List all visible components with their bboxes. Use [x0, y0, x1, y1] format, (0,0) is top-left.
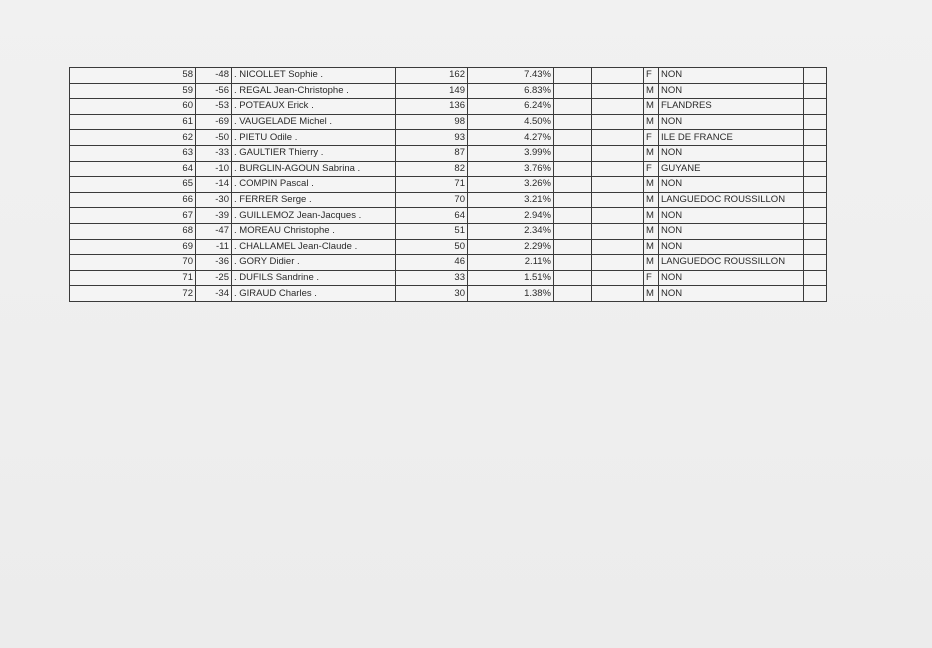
- rank-cell: 60: [70, 99, 196, 115]
- empty-cell-b: [592, 255, 644, 271]
- votes-cell: 70: [396, 192, 468, 208]
- region-cell: NON: [659, 223, 804, 239]
- table-row: [70, 192, 827, 208]
- votes-cell: 162: [396, 68, 468, 84]
- empty-cell-a: [554, 99, 592, 115]
- empty-cell-a: [554, 114, 592, 130]
- rank-cell: 68: [70, 223, 196, 239]
- empty-cell-b: [592, 208, 644, 224]
- table-row: [70, 270, 827, 286]
- table-row: [70, 99, 827, 115]
- code-cell: -34: [196, 286, 232, 302]
- rank-cell: 58: [70, 68, 196, 84]
- code-cell: -47: [196, 223, 232, 239]
- empty-cell-c: [804, 286, 827, 302]
- empty-cell-b: [592, 270, 644, 286]
- empty-cell-a: [554, 208, 592, 224]
- code-cell: -48: [196, 68, 232, 84]
- percent-cell: 2.11%: [468, 255, 554, 271]
- percent-cell: 1.51%: [468, 270, 554, 286]
- region-cell: NON: [659, 208, 804, 224]
- votes-cell: 30: [396, 286, 468, 302]
- code-cell: -36: [196, 255, 232, 271]
- votes-cell: 46: [396, 255, 468, 271]
- percent-cell: 4.27%: [468, 130, 554, 146]
- empty-cell-c: [804, 270, 827, 286]
- votes-cell: 50: [396, 239, 468, 255]
- candidate-name-cell: . GAULTIER Thierry .: [232, 145, 396, 161]
- region-cell: ILE DE FRANCE: [659, 130, 804, 146]
- candidate-name-cell: . POTEAUX Erick .: [232, 99, 396, 115]
- empty-cell-c: [804, 208, 827, 224]
- table-row: [70, 255, 827, 271]
- empty-cell-b: [592, 99, 644, 115]
- percent-cell: 3.76%: [468, 161, 554, 177]
- votes-cell: 93: [396, 130, 468, 146]
- percent-cell: 2.34%: [468, 223, 554, 239]
- rank-cell: 70: [70, 255, 196, 271]
- code-cell: -56: [196, 83, 232, 99]
- empty-cell-b: [592, 192, 644, 208]
- region-cell: LANGUEDOC ROUSSILLON: [659, 192, 804, 208]
- sex-cell: M: [644, 255, 659, 271]
- code-cell: -50: [196, 130, 232, 146]
- empty-cell-a: [554, 83, 592, 99]
- region-cell: LANGUEDOC ROUSSILLON: [659, 255, 804, 271]
- results-table-body: [70, 68, 827, 302]
- code-cell: -53: [196, 99, 232, 115]
- empty-cell-b: [592, 68, 644, 84]
- region-cell: NON: [659, 239, 804, 255]
- sex-cell: M: [644, 83, 659, 99]
- votes-cell: 149: [396, 83, 468, 99]
- candidate-name-cell: . MOREAU Christophe .: [232, 223, 396, 239]
- region-cell: NON: [659, 270, 804, 286]
- percent-cell: 3.21%: [468, 192, 554, 208]
- candidate-name-cell: . NICOLLET Sophie .: [232, 68, 396, 84]
- votes-cell: 82: [396, 161, 468, 177]
- candidate-name-cell: . GIRAUD Charles .: [232, 286, 396, 302]
- code-cell: -10: [196, 161, 232, 177]
- percent-cell: 2.94%: [468, 208, 554, 224]
- sex-cell: M: [644, 208, 659, 224]
- empty-cell-b: [592, 177, 644, 193]
- sex-cell: M: [644, 286, 659, 302]
- percent-cell: 3.99%: [468, 145, 554, 161]
- table-row: [70, 145, 827, 161]
- candidate-name-cell: . DUFILS Sandrine .: [232, 270, 396, 286]
- rank-cell: 62: [70, 130, 196, 146]
- table-row: [70, 239, 827, 255]
- empty-cell-a: [554, 177, 592, 193]
- empty-cell-c: [804, 130, 827, 146]
- table-row: [70, 83, 827, 99]
- empty-cell-b: [592, 161, 644, 177]
- empty-cell-c: [804, 239, 827, 255]
- votes-cell: 87: [396, 145, 468, 161]
- code-cell: -30: [196, 192, 232, 208]
- empty-cell-c: [804, 83, 827, 99]
- empty-cell-b: [592, 145, 644, 161]
- empty-cell-a: [554, 223, 592, 239]
- sex-cell: F: [644, 68, 659, 84]
- sex-cell: M: [644, 145, 659, 161]
- empty-cell-a: [554, 192, 592, 208]
- percent-cell: 2.29%: [468, 239, 554, 255]
- percent-cell: 1.38%: [468, 286, 554, 302]
- candidate-name-cell: . COMPIN Pascal .: [232, 177, 396, 193]
- sex-cell: F: [644, 161, 659, 177]
- sex-cell: M: [644, 99, 659, 115]
- candidate-name-cell: . GUILLEMOZ Jean-Jacques .: [232, 208, 396, 224]
- candidate-name-cell: . GORY Didier .: [232, 255, 396, 271]
- table-row: [70, 130, 827, 146]
- percent-cell: 6.83%: [468, 83, 554, 99]
- sex-cell: M: [644, 177, 659, 193]
- rank-cell: 64: [70, 161, 196, 177]
- votes-cell: 51: [396, 223, 468, 239]
- candidate-name-cell: . FERRER Serge .: [232, 192, 396, 208]
- code-cell: -11: [196, 239, 232, 255]
- empty-cell-c: [804, 177, 827, 193]
- rank-cell: 61: [70, 114, 196, 130]
- percent-cell: 4.50%: [468, 114, 554, 130]
- code-cell: -25: [196, 270, 232, 286]
- empty-cell-c: [804, 223, 827, 239]
- table-row: [70, 177, 827, 193]
- empty-cell-b: [592, 223, 644, 239]
- candidate-name-cell: . VAUGELADE Michel .: [232, 114, 396, 130]
- empty-cell-c: [804, 114, 827, 130]
- empty-cell-c: [804, 192, 827, 208]
- percent-cell: 7.43%: [468, 68, 554, 84]
- table-row: [70, 161, 827, 177]
- candidate-name-cell: . REGAL Jean-Christophe .: [232, 83, 396, 99]
- region-cell: NON: [659, 114, 804, 130]
- empty-cell-c: [804, 68, 827, 84]
- region-cell: NON: [659, 286, 804, 302]
- rank-cell: 59: [70, 83, 196, 99]
- empty-cell-b: [592, 239, 644, 255]
- sex-cell: F: [644, 270, 659, 286]
- code-cell: -33: [196, 145, 232, 161]
- votes-cell: 98: [396, 114, 468, 130]
- rank-cell: 72: [70, 286, 196, 302]
- rank-cell: 69: [70, 239, 196, 255]
- empty-cell-a: [554, 270, 592, 286]
- candidate-name-cell: . PIETU Odile .: [232, 130, 396, 146]
- sex-cell: M: [644, 239, 659, 255]
- empty-cell-a: [554, 255, 592, 271]
- empty-cell-a: [554, 286, 592, 302]
- empty-cell-a: [554, 239, 592, 255]
- table-row: [70, 208, 827, 224]
- votes-cell: 64: [396, 208, 468, 224]
- sex-cell: M: [644, 223, 659, 239]
- empty-cell-b: [592, 83, 644, 99]
- empty-cell-a: [554, 161, 592, 177]
- region-cell: NON: [659, 83, 804, 99]
- empty-cell-c: [804, 99, 827, 115]
- rank-cell: 71: [70, 270, 196, 286]
- code-cell: -39: [196, 208, 232, 224]
- region-cell: NON: [659, 145, 804, 161]
- empty-cell-b: [592, 114, 644, 130]
- region-cell: GUYANE: [659, 161, 804, 177]
- table-row: [70, 68, 827, 84]
- sex-cell: M: [644, 192, 659, 208]
- region-cell: NON: [659, 177, 804, 193]
- table-row: [70, 114, 827, 130]
- empty-cell-a: [554, 130, 592, 146]
- region-cell: FLANDRES: [659, 99, 804, 115]
- empty-cell-b: [592, 130, 644, 146]
- candidate-name-cell: . CHALLAMEL Jean-Claude .: [232, 239, 396, 255]
- empty-cell-c: [804, 145, 827, 161]
- table-row: [70, 286, 827, 302]
- empty-cell-c: [804, 161, 827, 177]
- percent-cell: 6.24%: [468, 99, 554, 115]
- rank-cell: 67: [70, 208, 196, 224]
- rank-cell: 66: [70, 192, 196, 208]
- empty-cell-b: [592, 286, 644, 302]
- rank-cell: 65: [70, 177, 196, 193]
- empty-cell-c: [804, 255, 827, 271]
- percent-cell: 3.26%: [468, 177, 554, 193]
- code-cell: -69: [196, 114, 232, 130]
- code-cell: -14: [196, 177, 232, 193]
- table-row: [70, 223, 827, 239]
- empty-cell-a: [554, 145, 592, 161]
- sex-cell: M: [644, 114, 659, 130]
- rank-cell: 63: [70, 145, 196, 161]
- votes-cell: 71: [396, 177, 468, 193]
- region-cell: NON: [659, 68, 804, 84]
- sex-cell: F: [644, 130, 659, 146]
- empty-cell-a: [554, 68, 592, 84]
- votes-cell: 33: [396, 270, 468, 286]
- candidate-name-cell: . BURGLIN-AGOUN Sabrina .: [232, 161, 396, 177]
- votes-cell: 136: [396, 99, 468, 115]
- results-table: [69, 67, 827, 302]
